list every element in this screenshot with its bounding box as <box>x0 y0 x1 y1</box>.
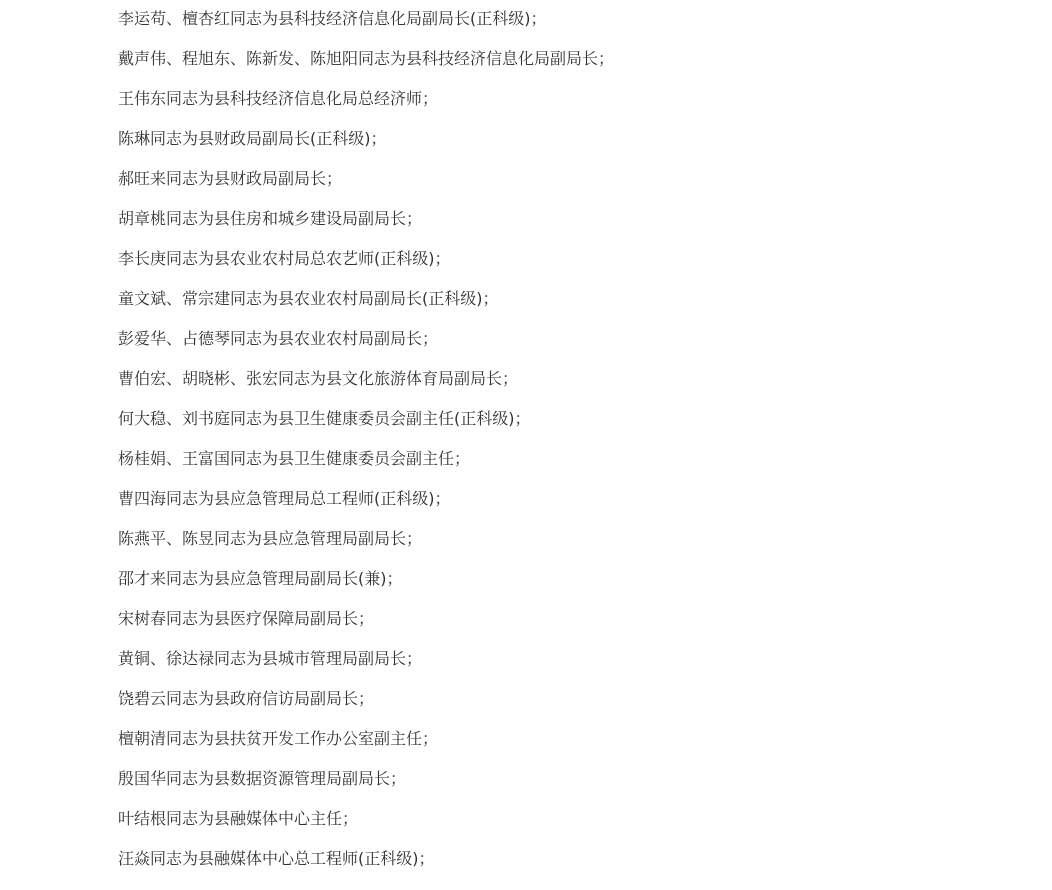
appointment-line: 饶碧云同志为县政府信访局副局长； <box>118 689 375 708</box>
appointment-line: 何大稳、刘书庭同志为县卫生健康委员会副主任(正科级)； <box>118 409 531 428</box>
appointment-line: 戴声伟、程旭东、陈新发、陈旭阳同志为县科技经济信息化局副局长； <box>118 49 615 68</box>
appointment-line: 叶结根同志为县融媒体中心主任； <box>118 809 359 828</box>
appointment-line: 汪焱同志为县融媒体中心总工程师(正科级)； <box>118 849 435 868</box>
appointment-line: 王伟东同志为县科技经济信息化局总经济师； <box>118 89 439 108</box>
appointment-line: 胡章桃同志为县住房和城乡建设局副局长； <box>118 209 423 228</box>
appointment-line: 彭爱华、占德琴同志为县农业农村局副局长； <box>118 329 439 348</box>
appointment-line: 黄铜、徐达禄同志为县城市管理局副局长； <box>118 649 423 668</box>
appointment-line: 檀朝清同志为县扶贫开发工作办公室副主任； <box>118 729 439 748</box>
appointment-line: 曹伯宏、胡晓彬、张宏同志为县文化旅游体育局副局长； <box>118 369 519 388</box>
appointment-line: 郝旺来同志为县财政局副局长； <box>118 169 343 188</box>
appointment-line: 邵才来同志为县应急管理局副局长(兼)； <box>118 569 403 588</box>
appointment-line: 殷国华同志为县数据资源管理局副局长； <box>118 769 407 788</box>
appointment-line: 陈琳同志为县财政局副局长(正科级)； <box>118 129 387 148</box>
appointment-line: 童文斌、常宗建同志为县农业农村局副局长(正科级)； <box>118 289 499 308</box>
appointment-line: 杨桂娟、王富国同志为县卫生健康委员会副主任； <box>118 449 471 468</box>
appointment-line: 李长庚同志为县农业农村局总农艺师(正科级)； <box>118 249 451 268</box>
appointment-line: 宋树春同志为县医疗保障局副局长； <box>118 609 375 628</box>
appointment-line: 曹四海同志为县应急管理局总工程师(正科级)； <box>118 489 451 508</box>
appointment-list <box>118 0 1018 880</box>
appointment-line: 李运苟、檀杏红同志为县科技经济信息化局副局长(正科级)； <box>118 9 547 28</box>
appointment-line: 陈燕平、陈昱同志为县应急管理局副局长； <box>118 529 423 548</box>
